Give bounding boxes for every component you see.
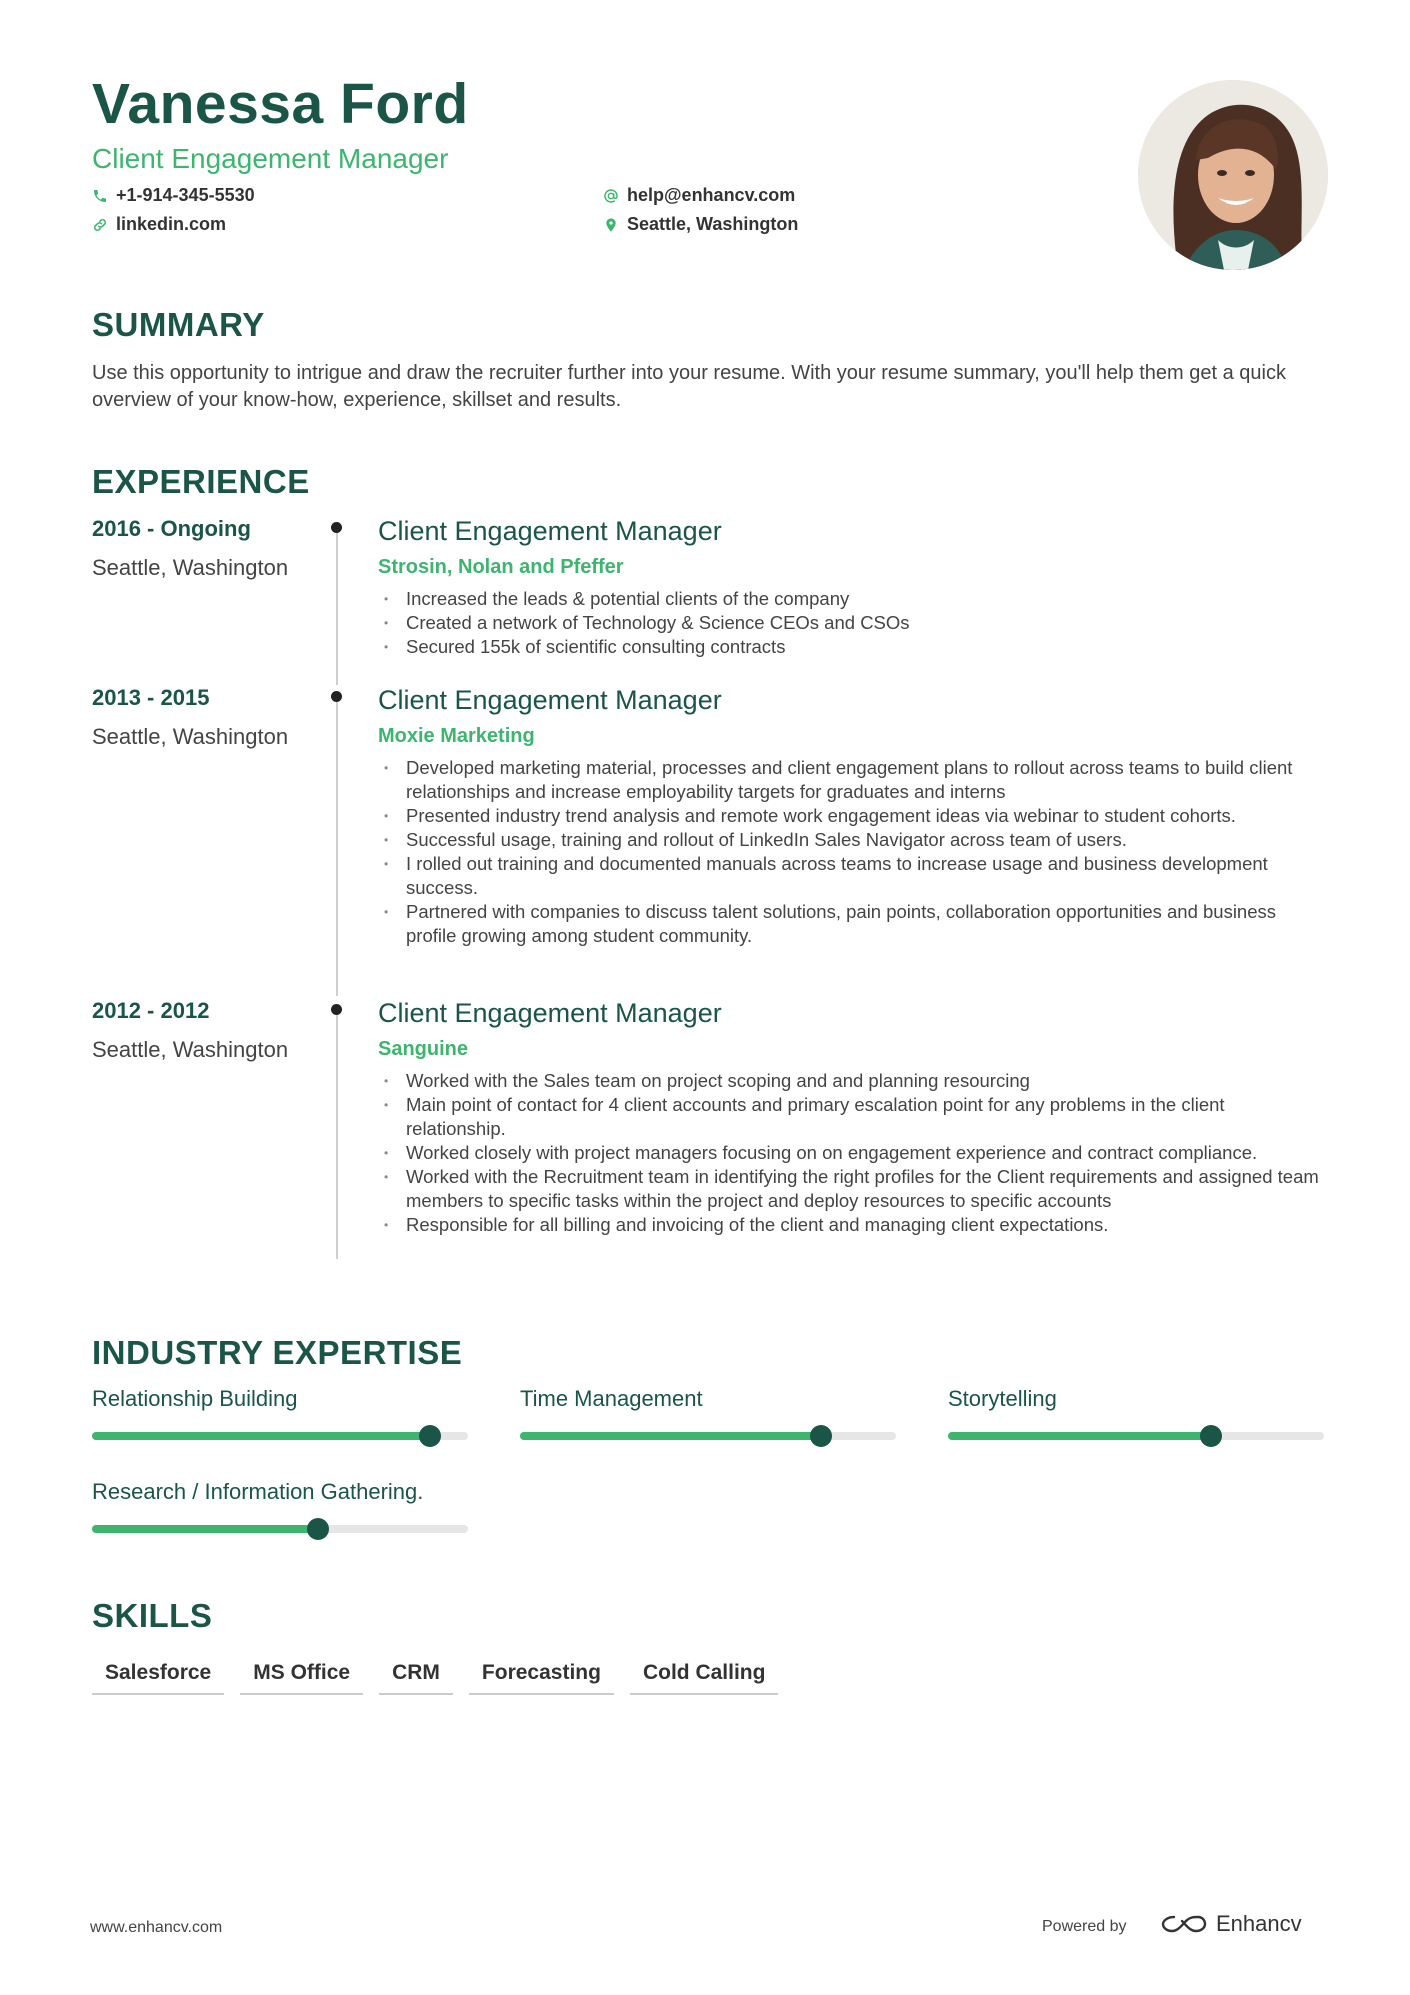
experience-heading: EXPERIENCE bbox=[92, 463, 310, 500]
exp-company: Strosin, Nolan and Pfeffer bbox=[378, 556, 624, 578]
expertise-bar bbox=[520, 1432, 896, 1440]
brand-name: Enhancv bbox=[1216, 1911, 1302, 1936]
list-item: • Presented industry trend analysis and remote work engagement ideas via webinar to student cohorts. bbox=[378, 804, 1323, 828]
expertise-bar bbox=[92, 1432, 468, 1440]
exp-company: Sanguine bbox=[378, 1038, 469, 1060]
list-item: • Main point of contact for 4 client accounts and primary escalation point for any problems in the client relationship. bbox=[378, 1093, 1323, 1141]
timeline-line bbox=[336, 1007, 338, 1259]
timeline-dot bbox=[331, 691, 342, 702]
exp-bullets bbox=[378, 1069, 1323, 1237]
phone-text: +1-914-345-5530 bbox=[116, 185, 255, 205]
expertise-bar bbox=[948, 1432, 1324, 1440]
skills-tags bbox=[92, 1657, 778, 1695]
expertise-bar-fill bbox=[92, 1432, 430, 1440]
phone-icon bbox=[92, 188, 108, 204]
timeline-line bbox=[336, 694, 338, 996]
exp-location: Seattle, Washington bbox=[92, 555, 289, 580]
expertise-label: Research / Information Gathering. bbox=[92, 1479, 424, 1504]
exp-role: Client Engagement Manager bbox=[378, 998, 722, 1028]
exp-company: Moxie Marketing bbox=[378, 725, 535, 747]
location-text: Seattle, Washington bbox=[627, 214, 799, 234]
exp-bullets bbox=[378, 587, 1323, 659]
expertise-heading: INDUSTRY EXPERTISE bbox=[92, 1334, 463, 1371]
exp-dates: 2016 - Ongoing bbox=[92, 516, 251, 541]
timeline-dot bbox=[331, 1004, 342, 1015]
expertise-bar-knob bbox=[307, 1518, 329, 1540]
powered-by-text: Powered by bbox=[1042, 1918, 1127, 1935]
skill-tag: Forecasting bbox=[469, 1657, 614, 1695]
skill-tag: MS Office bbox=[240, 1657, 363, 1695]
expertise-label: Storytelling bbox=[948, 1386, 1057, 1411]
contact-phone[interactable] bbox=[92, 185, 255, 206]
linkedin-text: linkedin.com bbox=[116, 214, 227, 234]
exp-role: Client Engagement Manager bbox=[378, 685, 722, 715]
expertise-item bbox=[520, 1386, 896, 1412]
exp-dates: 2013 - 2015 bbox=[92, 685, 210, 710]
candidate-title: Client Engagement Manager bbox=[92, 143, 449, 174]
list-item: • Successful usage, training and rollout of LinkedIn Sales Navigator across team of users. bbox=[378, 828, 1323, 852]
expertise-bar-fill bbox=[520, 1432, 821, 1440]
candidate-name: Vanessa Ford bbox=[92, 72, 469, 136]
timeline-line bbox=[336, 525, 338, 685]
summary-text: Use this opportunity to intrigue and draw the recruiter further into your resume. With your resume summary, you'll help them get a quick overview of your know-how, experience, skillset and results. bbox=[92, 362, 1286, 411]
list-item: • Increased the leads & potential clients of the company bbox=[378, 587, 1323, 611]
list-item: • Worked with the Recruitment team in identifying the right profiles for the Client requirements and assigned team members to specific tasks within the project and deploy resources to specific accounts bbox=[378, 1165, 1323, 1213]
exp-bullets bbox=[378, 756, 1323, 948]
expertise-bar-knob bbox=[1200, 1425, 1222, 1447]
expertise-bar-fill bbox=[92, 1525, 318, 1533]
at-icon bbox=[603, 188, 619, 204]
exp-role: Client Engagement Manager bbox=[378, 516, 722, 546]
list-item: • Worked closely with project managers focusing on on engagement experience and contract compliance. bbox=[378, 1141, 1323, 1165]
list-item: • Partnered with companies to discuss talent solutions, pain points, collaboration opportunities and business profile growing among student community. bbox=[378, 900, 1323, 948]
skill-tag: CRM bbox=[379, 1657, 453, 1695]
summary-heading: SUMMARY bbox=[92, 306, 265, 343]
expertise-bar-fill bbox=[948, 1432, 1211, 1440]
list-item: • Responsible for all billing and invoicing of the client and managing client expectations. bbox=[378, 1213, 1323, 1237]
expertise-bar-knob bbox=[810, 1425, 832, 1447]
skill-tag: Cold Calling bbox=[630, 1657, 779, 1695]
email-text: help@enhancv.com bbox=[627, 185, 796, 205]
avatar-portrait-icon bbox=[1138, 80, 1328, 270]
expertise-bar bbox=[92, 1525, 468, 1533]
contact-linkedin[interactable] bbox=[92, 214, 226, 235]
contact-location bbox=[603, 214, 798, 235]
enhancv-logo-icon bbox=[1160, 1912, 1208, 1936]
footer-url[interactable]: www.enhancv.com bbox=[90, 1919, 223, 1936]
avatar bbox=[1138, 80, 1328, 270]
list-item: • Developed marketing material, processes and client engagement plans to rollout across teams to build client relationships and increase employability targets for graduates and interns bbox=[378, 756, 1323, 804]
expertise-label: Relationship Building bbox=[92, 1386, 298, 1411]
link-icon bbox=[92, 217, 108, 233]
expertise-item bbox=[948, 1386, 1324, 1412]
brand-logo[interactable] bbox=[1160, 1911, 1302, 1937]
expertise-item bbox=[92, 1386, 468, 1412]
exp-location: Seattle, Washington bbox=[92, 1037, 289, 1062]
timeline-dot bbox=[331, 522, 342, 533]
expertise-bar-knob bbox=[419, 1425, 441, 1447]
expertise-label: Time Management bbox=[520, 1386, 703, 1411]
expertise-item bbox=[92, 1479, 468, 1505]
list-item: • I rolled out training and documented manuals across teams to increase usage and business development success. bbox=[378, 852, 1323, 900]
contact-email[interactable] bbox=[603, 185, 795, 206]
list-item: • Secured 155k of scientific consulting contracts bbox=[378, 635, 1323, 659]
location-pin-icon bbox=[603, 217, 619, 233]
exp-dates: 2012 - 2012 bbox=[92, 998, 210, 1023]
skills-heading: SKILLS bbox=[92, 1597, 213, 1634]
list-item: • Worked with the Sales team on project scoping and and planning resourcing bbox=[378, 1069, 1323, 1093]
list-item: • Created a network of Technology & Science CEOs and CSOs bbox=[378, 611, 1323, 635]
skill-tag: Salesforce bbox=[92, 1657, 224, 1695]
exp-location: Seattle, Washington bbox=[92, 724, 289, 749]
